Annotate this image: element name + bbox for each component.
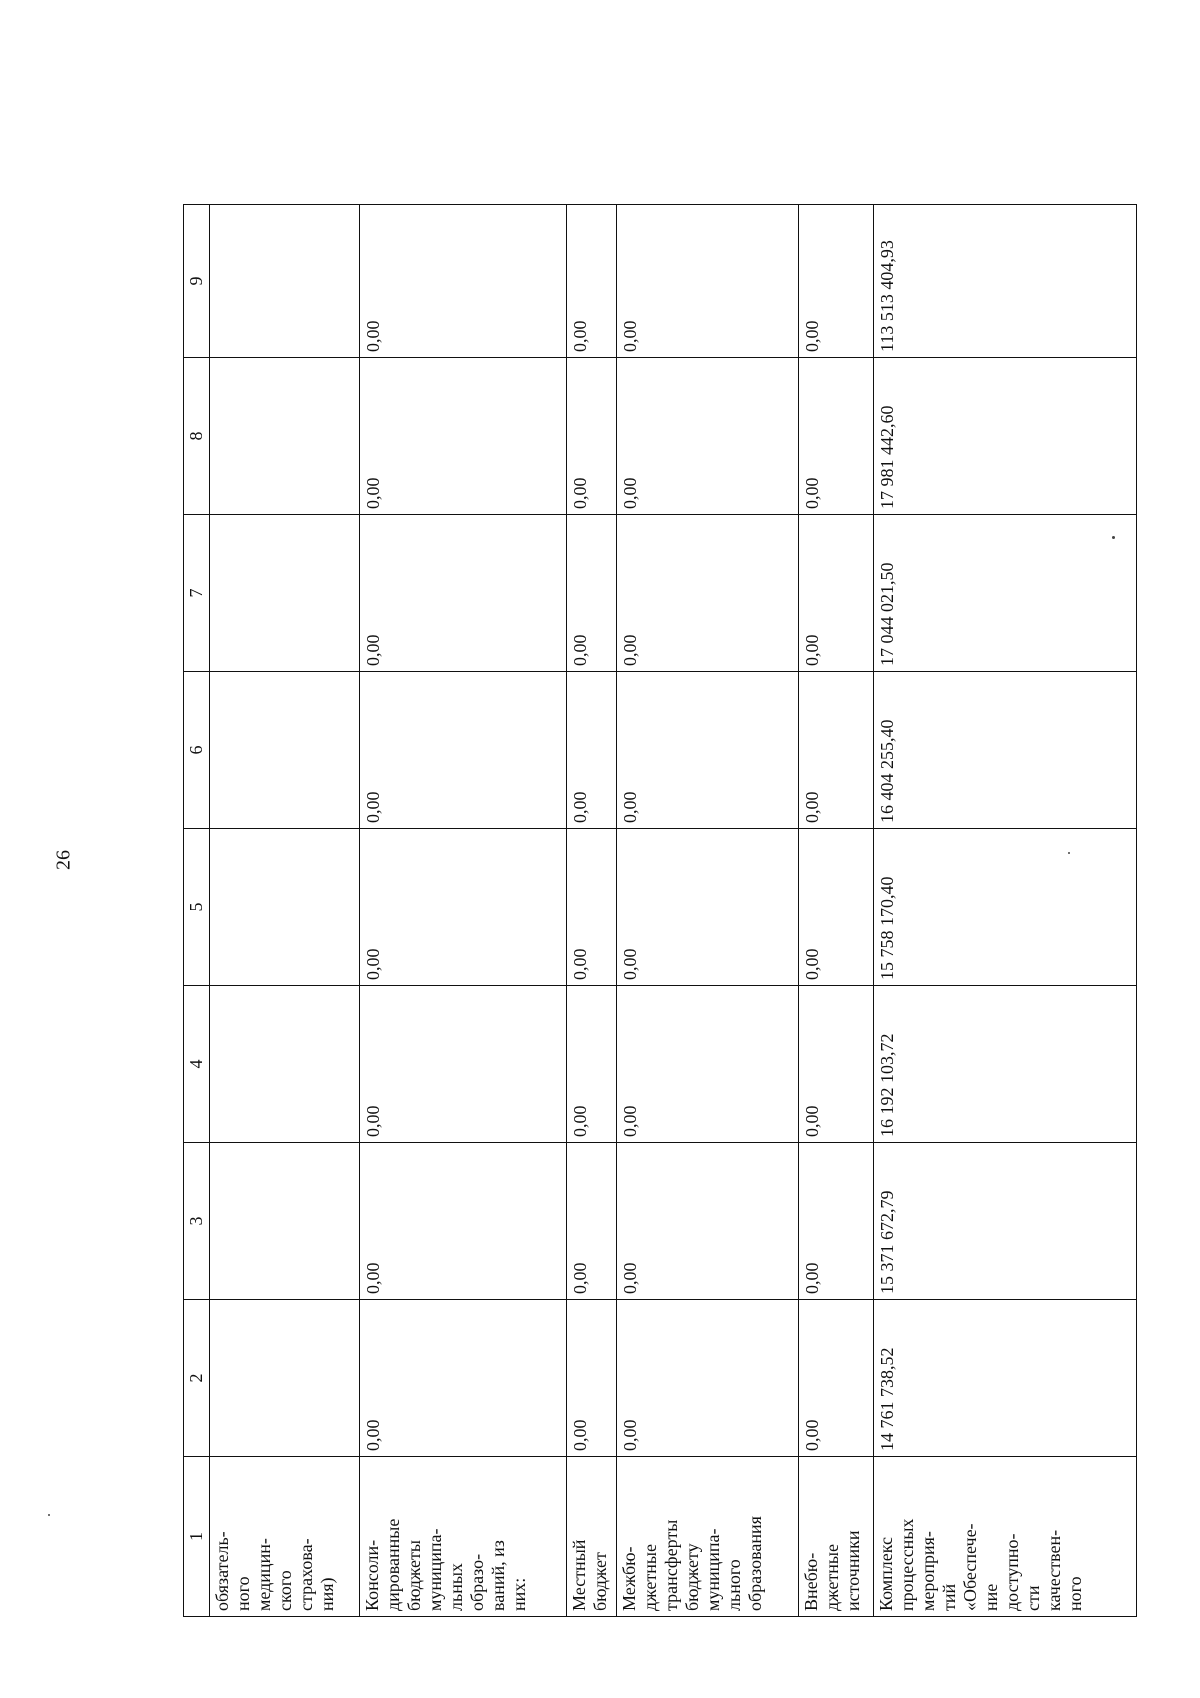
page-number: 26 xyxy=(52,850,75,870)
cell-value: 0,00 xyxy=(567,986,617,1143)
col-header: 2 xyxy=(184,1300,210,1457)
cell-value: 16 404 255,40 xyxy=(874,672,1137,829)
col-header: 9 xyxy=(184,205,210,358)
table-row xyxy=(210,205,360,1617)
col-header: 4 xyxy=(184,986,210,1143)
cell-value: 0,00 xyxy=(567,1300,617,1457)
rotated-table-container xyxy=(183,205,1133,1617)
cell-value: 0,00 xyxy=(567,515,617,672)
cell-value: 0,00 xyxy=(617,358,799,515)
cell-value: 0,00 xyxy=(360,829,567,986)
cell-value xyxy=(210,358,360,515)
cell-value: 15 758 170,40 xyxy=(874,829,1137,986)
cell-value: 113 513 404,93 xyxy=(874,205,1137,358)
cell-value: 0,00 xyxy=(799,515,874,672)
col-header: 3 xyxy=(184,1143,210,1300)
cell-value: 0,00 xyxy=(617,1143,799,1300)
cell-value: 0,00 xyxy=(360,515,567,672)
col-header: 6 xyxy=(184,672,210,829)
cell-value: 0,00 xyxy=(360,986,567,1143)
row-label: Комплекс процессных мероприя- тий «Обеспече- ние доступно- сти качествен- ного xyxy=(874,1457,1137,1617)
table-row xyxy=(874,205,1137,1617)
cell-value: 0,00 xyxy=(360,358,567,515)
header-row xyxy=(184,205,210,1617)
table-row xyxy=(360,205,567,1617)
cell-value: 0,00 xyxy=(567,672,617,829)
cell-value: 0,00 xyxy=(617,672,799,829)
col-header: 8 xyxy=(184,358,210,515)
cell-value xyxy=(210,829,360,986)
cell-value: 0,00 xyxy=(799,1143,874,1300)
cell-value: 0,00 xyxy=(799,829,874,986)
cell-value xyxy=(210,986,360,1143)
cell-value: 0,00 xyxy=(567,358,617,515)
cell-value xyxy=(210,1143,360,1300)
cell-value: 0,00 xyxy=(360,672,567,829)
cell-value: 0,00 xyxy=(799,1300,874,1457)
col-header: 1 xyxy=(184,1457,210,1617)
budget-table xyxy=(183,204,1137,1617)
cell-value: 0,00 xyxy=(617,1300,799,1457)
row-label: Местный бюджет xyxy=(567,1457,617,1617)
cell-value: 0,00 xyxy=(360,1300,567,1457)
table-row xyxy=(617,205,799,1617)
cell-value: 0,00 xyxy=(799,986,874,1143)
scan-speck xyxy=(48,1514,50,1516)
cell-value: 0,00 xyxy=(617,986,799,1143)
row-label: Консоли- дированные бюджеты муниципа- льных образо- ваний, из них: xyxy=(360,1457,567,1617)
row-label: Межбю- джетные трансферты бюджету муниципа- льного образования xyxy=(617,1457,799,1617)
cell-value: 0,00 xyxy=(799,358,874,515)
cell-value: 0,00 xyxy=(799,205,874,358)
cell-value: 15 371 672,79 xyxy=(874,1143,1137,1300)
cell-value: 0,00 xyxy=(567,829,617,986)
cell-value xyxy=(210,205,360,358)
cell-value: 0,00 xyxy=(567,1143,617,1300)
cell-value xyxy=(210,1300,360,1457)
cell-value xyxy=(210,672,360,829)
row-label: Внебю- джетные источники xyxy=(799,1457,874,1617)
cell-value: 14 761 738,52 xyxy=(874,1300,1137,1457)
table-row xyxy=(799,205,874,1617)
cell-value: 0,00 xyxy=(617,205,799,358)
table-row xyxy=(567,205,617,1617)
row-label: обязатель- ного медицин- ского страхова- ния) xyxy=(210,1457,360,1617)
col-header: 5 xyxy=(184,829,210,986)
cell-value: 17 044 021,50 xyxy=(874,515,1137,672)
col-header: 7 xyxy=(184,515,210,672)
cell-value: 0,00 xyxy=(617,515,799,672)
cell-value xyxy=(210,515,360,672)
cell-value: 0,00 xyxy=(360,205,567,358)
cell-value: 0,00 xyxy=(617,829,799,986)
cell-value: 0,00 xyxy=(799,672,874,829)
cell-value: 17 981 442,60 xyxy=(874,358,1137,515)
cell-value: 0,00 xyxy=(360,1143,567,1300)
cell-value: 0,00 xyxy=(567,205,617,358)
cell-value: 16 192 103,72 xyxy=(874,986,1137,1143)
